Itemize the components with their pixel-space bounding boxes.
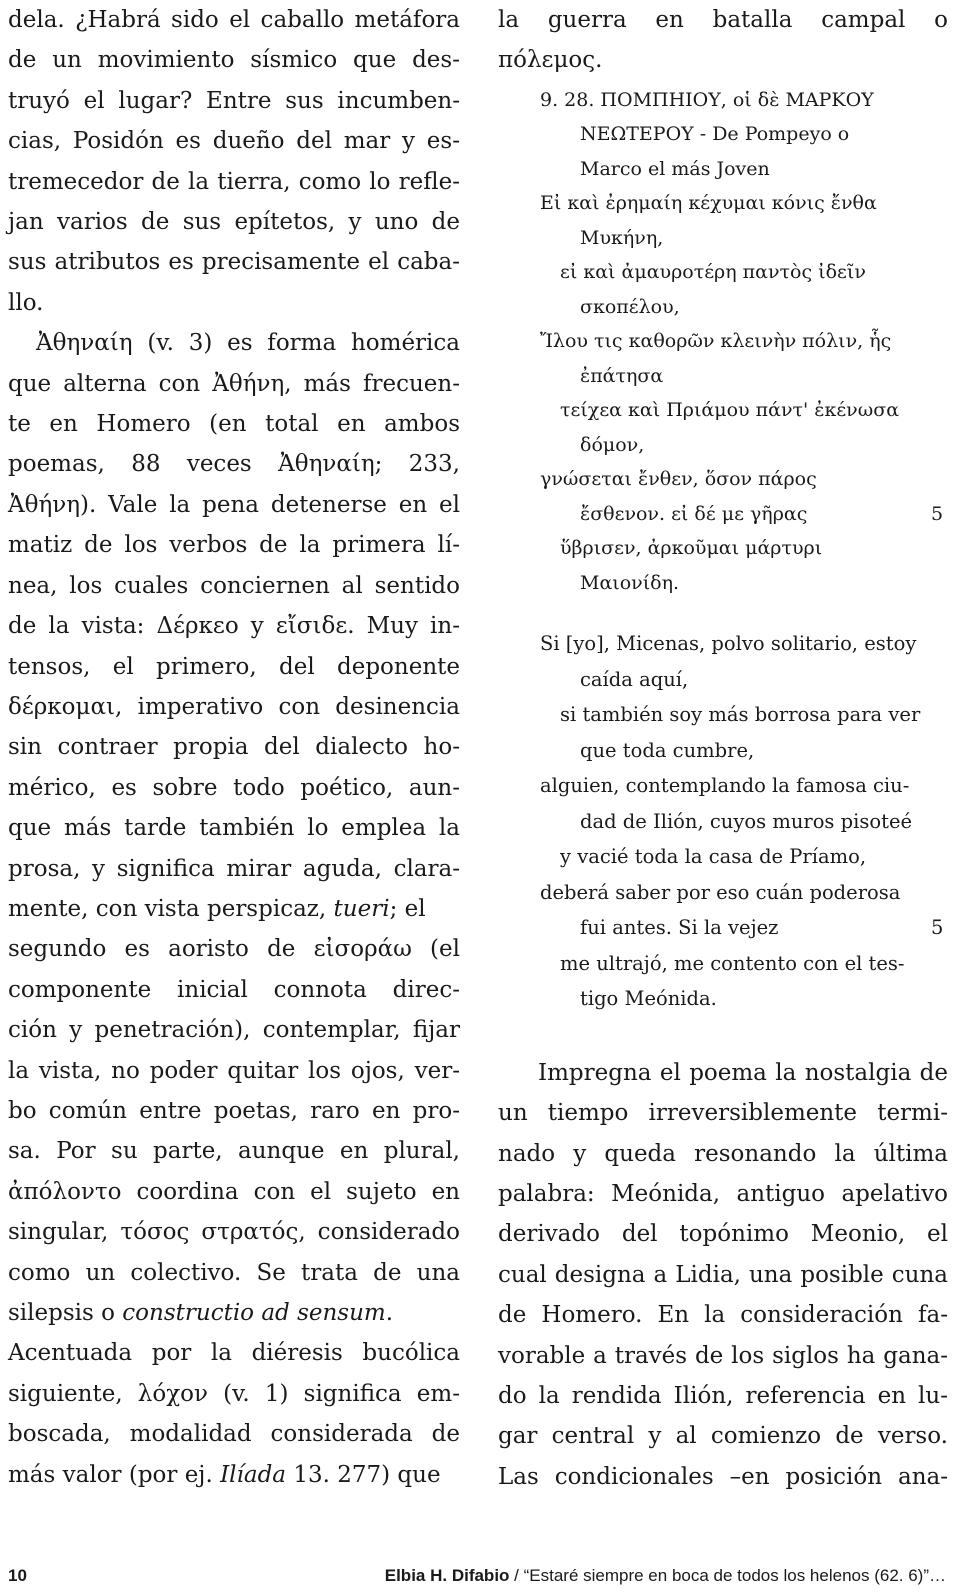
poem-line: Εἰ καὶ ἐρημαίη κέχυμαι κόνις ἔνθα <box>540 192 877 215</box>
text-line: nado y queda resonando la última <box>498 1140 948 1167</box>
poem-line: ἐπάτησα <box>580 364 664 387</box>
text-line: matiz de los verbos de la primera lí- <box>8 532 460 559</box>
text-line: cual designa a Lidia, una posible cuna <box>498 1261 948 1288</box>
text-line: llo. <box>8 289 44 316</box>
text-line: de Homero. En la consideración fa- <box>498 1302 948 1329</box>
text-line: Impregna el poema la nostalgia de <box>538 1059 948 1086</box>
text-run: . <box>385 1300 394 1326</box>
poem-line: dad de Ilión, cuyos muros pisoteé <box>580 809 913 833</box>
poem-line: Si [yo], Micenas, polvo solitario, estoy <box>540 632 917 656</box>
text-line: vorable a través de los siglos ha gana- <box>498 1342 948 1369</box>
page-number: 10 <box>8 1566 27 1585</box>
text-line: poemas, 88 veces Ἀθηναίη; 233, <box>8 451 460 478</box>
poem-line: σκοπέλου, <box>580 295 680 318</box>
poem-line <box>498 497 948 532</box>
text-line: te en Homero (en total en ambos <box>8 411 460 438</box>
text-line: siguiente, λόχον (v. 1) significa em- <box>8 1380 460 1407</box>
text-line: πόλεμος. <box>498 47 603 74</box>
text-line: dela. ¿Habrá sido el caballo metáfora <box>8 7 460 33</box>
text-line: Ἀθηναίη (v. 3) es forma homérica <box>36 330 460 357</box>
text-line: nea, los cuales conciernen al sentido <box>8 572 460 599</box>
text-line: bo común entre poetas, raro en pro- <box>8 1097 460 1124</box>
italic-term: Ilíada <box>220 1461 287 1488</box>
text-line: δέρκομαι, imperativo con desinencia <box>8 693 460 720</box>
text-line: ἀπόλοντο coordina con el sujeto en <box>8 1178 460 1205</box>
poem-line: Μαιονίδη. <box>580 571 680 594</box>
text-line <box>8 889 460 929</box>
right-text-column <box>498 0 948 1497</box>
text-line: tensos, el primero, del deponente <box>8 653 460 680</box>
text-line: que alterna con Ἀθήνη, más frecuen- <box>8 370 460 397</box>
poem-line: si también soy más borrosa para ver <box>560 703 921 727</box>
text-line: Las condicionales –en posición ana- <box>498 1463 948 1490</box>
poem-line-text: ἔσθενον. εἰ δέ με γῆρας <box>580 502 808 525</box>
poem-heading: ΝΕΩΤΕΡΟΥ - De Pompeyo o <box>580 123 850 146</box>
text-run: silepsis o <box>8 1300 115 1326</box>
text-line: componente inicial connota direc- <box>8 976 460 1003</box>
text-line: sus atributos es precisamente el caba- <box>8 249 460 276</box>
poem-line: caída aquí, <box>580 667 689 691</box>
poem-line: τείχεα καὶ Πριάμου πάντ' ἐκένωσα <box>560 399 900 422</box>
article-title: “Estaré siempre en boca de todos los helenos (62. 6)”… <box>523 1566 946 1585</box>
poem-line: que toda cumbre, <box>580 738 755 762</box>
text-line: sa. Por su parte, aunque en plural, <box>8 1138 460 1165</box>
poem-heading: 9. 28. ΠΟΜΠΗΙΟΥ, οἱ δὲ ΜΑΡΚΟΥ <box>540 88 874 111</box>
text-line: Acentuada por la diéresis bucólica <box>8 1340 460 1367</box>
text-line: cias, Posidón es dueño del mar y es- <box>8 128 460 155</box>
footer-separator: / <box>509 1566 524 1585</box>
line-number: 5 <box>931 916 944 940</box>
text-line: palabra: Meónida, antiguo apelativo <box>498 1181 948 1208</box>
text-line: de la vista: Δέρκεο y εἴσιδε. Muy in- <box>8 613 460 640</box>
poem-line: εἰ καὶ ἀμαυροτέρη παντὸς ἰδεῖν <box>560 261 866 284</box>
text-line: singular, τόσος στρατός, considerado <box>8 1219 460 1246</box>
text-line: un tiempo irreversiblemente termi- <box>498 1100 948 1127</box>
text-line: como un colectivo. Se trata de una <box>8 1259 460 1286</box>
poem-line: deberá saber por eso cuán poderosa <box>540 880 901 904</box>
text-line: prosa, y significa mirar aguda, clara- <box>8 855 460 882</box>
left-text-column <box>8 0 460 1495</box>
page-footer <box>0 1566 960 1592</box>
poem-line: δόμον, <box>580 433 645 456</box>
text-line: ción y penetración), contemplar, fijar <box>8 1017 460 1044</box>
text-line: boscada, modalidad considerada de <box>8 1421 460 1448</box>
poem-line: me ultrajó, me contento con el tes- <box>560 951 905 975</box>
poem-line <box>498 910 948 946</box>
text-line: jan varios de sus epítetos, y uno de <box>8 209 460 236</box>
text-line: de un movimiento sísmico que des- <box>8 47 460 74</box>
text-line: truyó el lugar? Entre sus incumben- <box>8 87 460 114</box>
greek-poem <box>498 83 948 601</box>
italic-term: constructio ad sensum <box>122 1300 386 1326</box>
spanish-translation-poem <box>498 626 948 1017</box>
italic-term: tueri <box>333 895 390 922</box>
text-line: sin contraer propia del dialecto ho- <box>8 734 460 761</box>
text-line: gar central y al comienzo de verso. <box>498 1423 948 1450</box>
text-line: la guerra en batalla campal o <box>498 7 948 33</box>
text-line: tremecedor de la tierra, como lo refle- <box>8 168 460 195</box>
poem-line-text: fui antes. Si la vejez <box>580 916 779 940</box>
running-footer <box>385 1566 946 1586</box>
author-name: Elbia H. Difabio <box>384 1566 510 1585</box>
text-run: 13. 277) que <box>293 1461 441 1488</box>
poem-line: y vacié toda la casa de Príamo, <box>560 845 867 869</box>
text-run: mente, con vista perspicaz, <box>8 895 327 922</box>
text-line <box>8 1293 460 1333</box>
poem-line: ὕβρισεν, ἀρκοῦμαι μάρτυρι <box>560 537 823 560</box>
poem-line: Ἴλου τις καθορῶν κλεινὴν πόλιν, ἧς <box>540 330 892 353</box>
line-number: 5 <box>931 502 944 525</box>
text-line: do la rendida Ilión, referencia en lu- <box>498 1383 948 1410</box>
poem-line: tigo Meónida. <box>580 987 717 1011</box>
text-line: Ἀθήνη). Vale la pena detenerse en el <box>8 491 460 518</box>
text-line: segundo es aoristo de εἰσοράω (el <box>8 936 460 963</box>
poem-line: Μυκήνη, <box>580 226 664 249</box>
text-line <box>8 1455 460 1495</box>
text-line: mérico, es sobre todo poético, aun- <box>8 774 460 801</box>
text-line: que más tarde también lo emplea la <box>8 815 460 842</box>
poem-heading: Marco el más Joven <box>580 157 770 180</box>
poem-line: alguien, contemplando la famosa ciu- <box>540 774 910 798</box>
closing-paragraph <box>498 1053 948 1497</box>
text-run: más valor (por ej. <box>8 1461 213 1488</box>
text-line: la vista, no poder quitar los ojos, ver- <box>8 1057 460 1084</box>
text-line: derivado del topónimo Meonio, el <box>498 1221 948 1248</box>
poem-line: γνώσεται ἔνθεν, ὅσον πάρος <box>540 468 817 491</box>
text-run: ; el <box>389 895 426 922</box>
